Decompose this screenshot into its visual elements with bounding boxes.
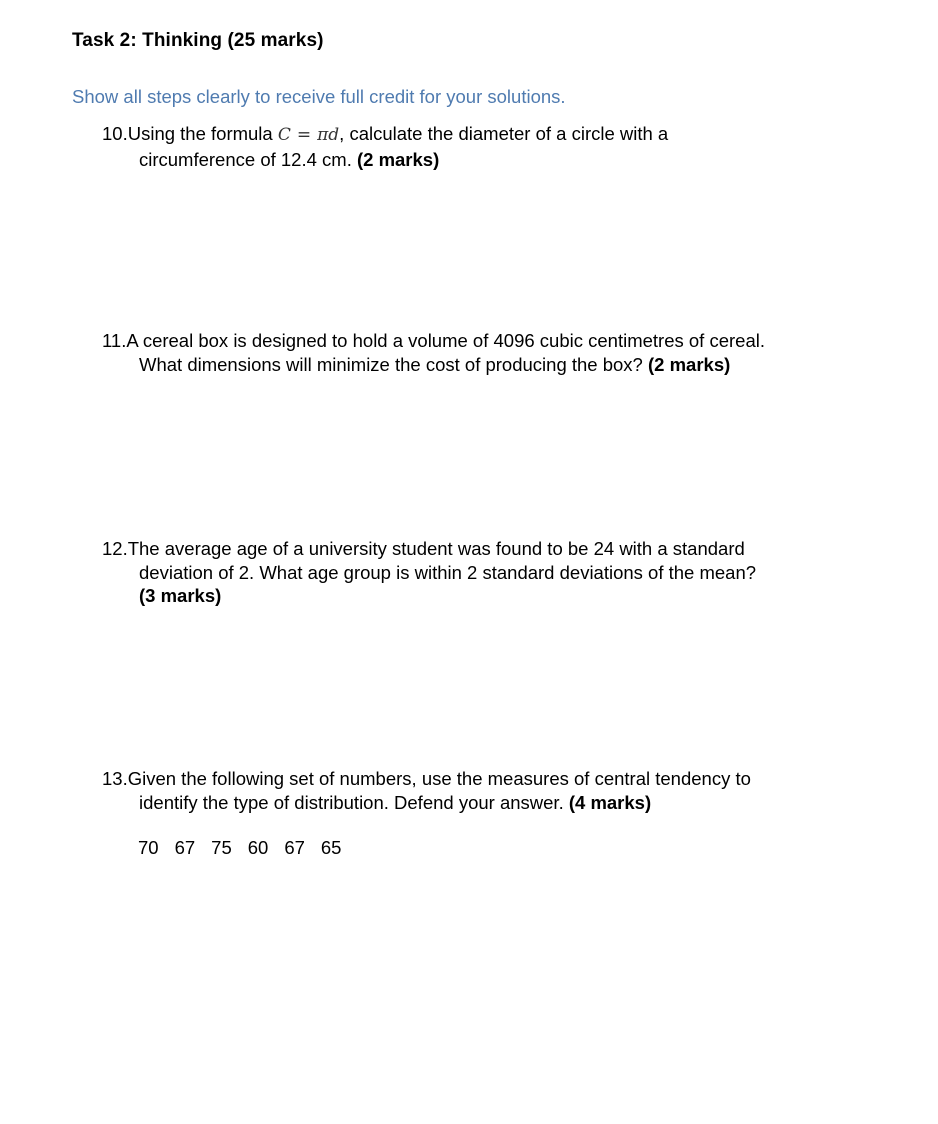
question-text: Using the formula xyxy=(127,123,278,144)
number-value: 75 xyxy=(211,837,232,858)
question-13-line-2 xyxy=(102,791,862,815)
question-11-line-2 xyxy=(102,353,862,377)
question-12-line-3 xyxy=(102,584,862,608)
question-12-line-2 xyxy=(102,561,862,585)
marks-label: (4 marks) xyxy=(568,791,652,813)
formula-equals: = xyxy=(296,125,312,145)
marks-label: (3 marks) xyxy=(139,585,222,606)
question-number: 11. xyxy=(102,330,127,351)
question-10-line-2 xyxy=(102,148,862,172)
question-text: Given the following set of numbers, use the measures of central tendency to xyxy=(127,768,751,789)
number-set xyxy=(138,837,357,859)
marks-label: (2 marks) xyxy=(648,353,731,375)
question-text: circumference of 12.4 cm. xyxy=(139,148,357,170)
question-number: 10. xyxy=(102,123,128,144)
marks-label: (2 marks) xyxy=(356,148,440,170)
question-10-line-1 xyxy=(102,122,862,148)
formula-rhs: πd xyxy=(317,125,340,145)
formula-lhs: C xyxy=(277,125,291,145)
question-12-line-1 xyxy=(102,537,862,561)
question-text: A cereal box is designed to hold a volume of 4096 cubic centimetres of cereal. xyxy=(126,330,765,351)
question-text: deviation of 2. What age group is within 2 standard deviations of the mean? xyxy=(139,561,757,583)
question-11-line-1 xyxy=(102,329,862,353)
question-text: , calculate the diameter of a circle with a xyxy=(339,123,669,144)
task-title: Task 2: Thinking (25 marks) xyxy=(72,30,324,51)
number-value: 67 xyxy=(174,837,196,858)
question-text: The average age of a university student was found to be 24 with a standard xyxy=(127,538,745,559)
question-text: identify the type of distribution. Defend your answer. xyxy=(139,791,569,813)
question-number: 12. xyxy=(102,538,128,559)
number-value: 65 xyxy=(320,837,342,858)
question-13 xyxy=(102,767,862,814)
question-number: 13. xyxy=(102,768,128,789)
question-13-line-1 xyxy=(102,767,862,791)
instruction-text: Show all steps clearly to receive full credit for your solutions. xyxy=(72,86,566,107)
number-value: 67 xyxy=(284,837,305,858)
number-value: 60 xyxy=(247,837,269,858)
question-11 xyxy=(102,329,862,376)
question-text: What dimensions will minimize the cost of producing the box? xyxy=(139,353,648,375)
question-10 xyxy=(102,122,862,171)
question-12 xyxy=(102,537,862,608)
number-value: 70 xyxy=(138,837,159,858)
